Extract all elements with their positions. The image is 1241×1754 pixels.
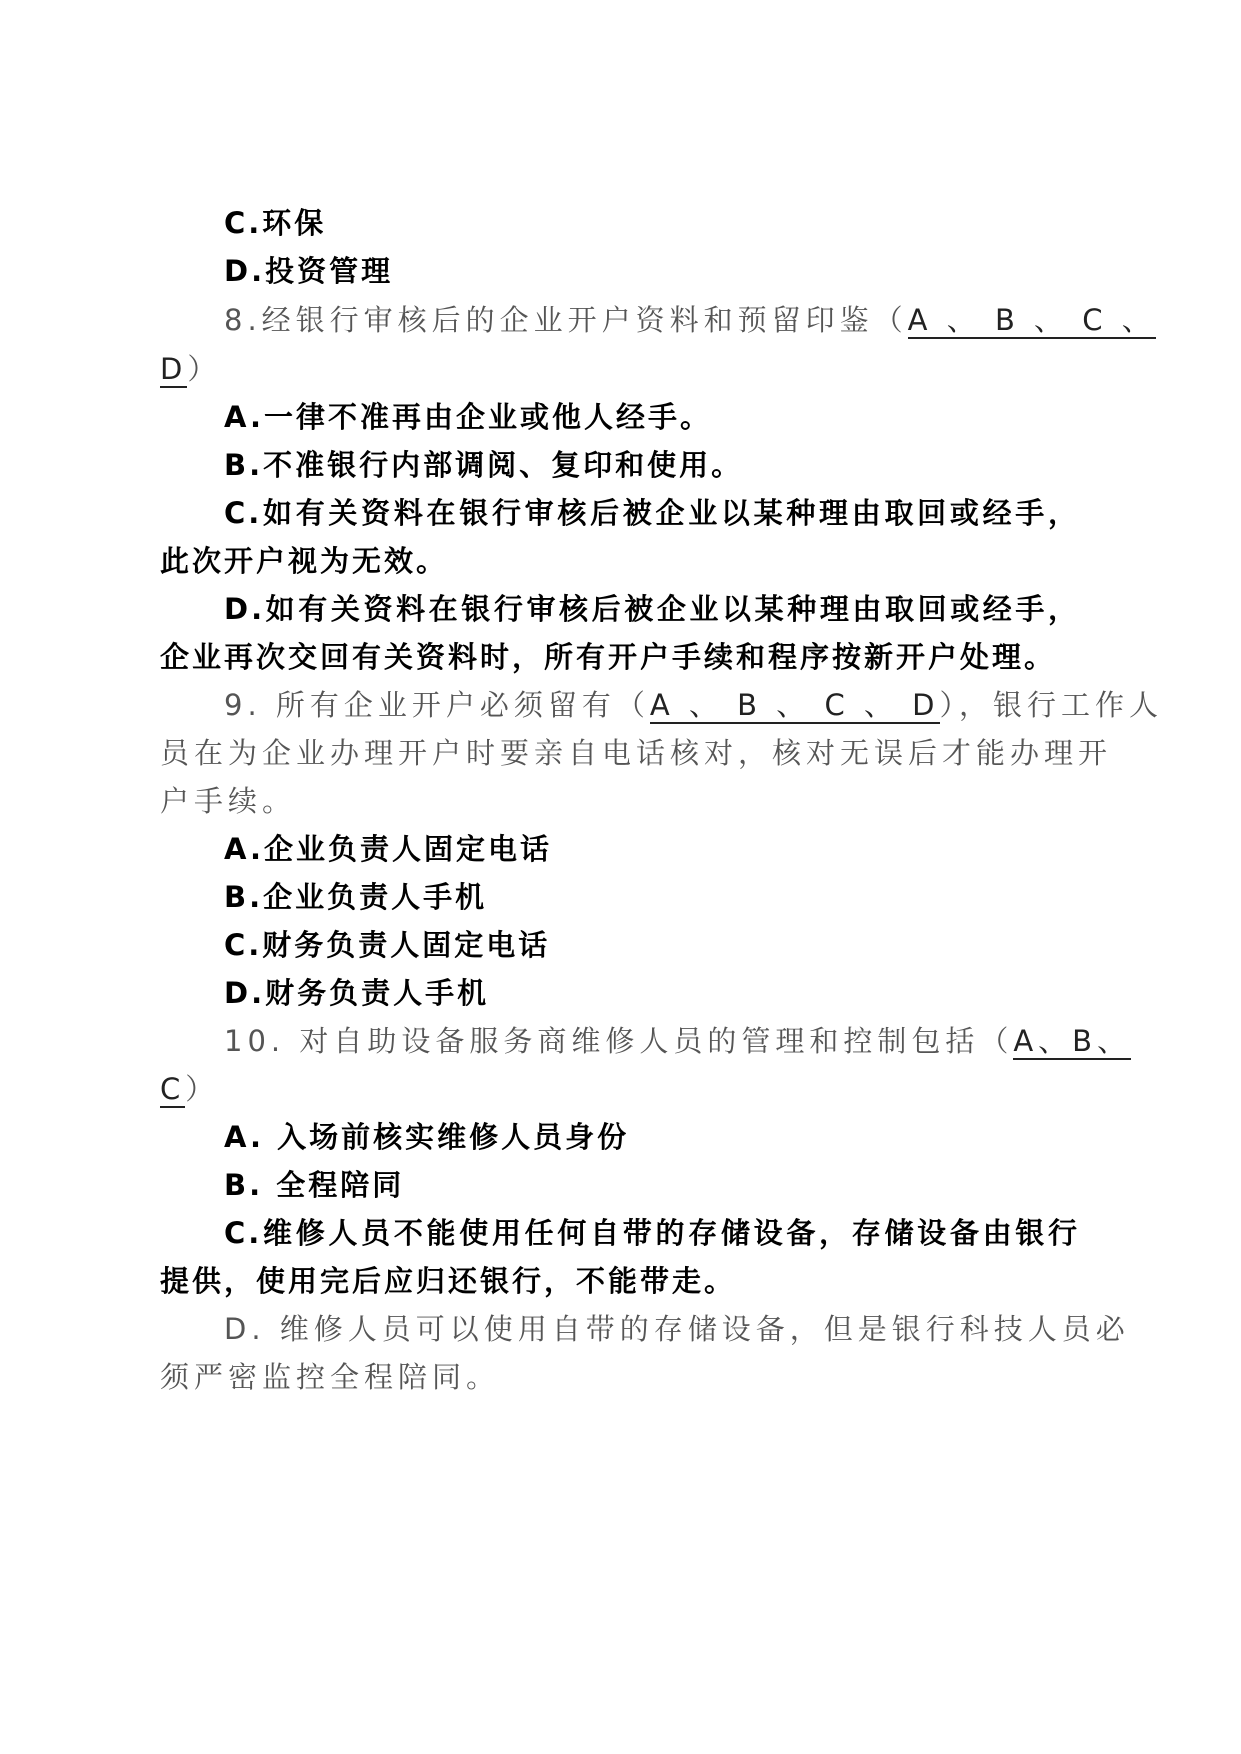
question-9-stem-cont: ），银行工作人 [939, 688, 1164, 722]
question-8-close: ） [187, 352, 222, 386]
question-9-option-b: B.企业负责人手机 [224, 880, 488, 914]
question-9-option-c: C.财务负责人固定电话 [224, 928, 551, 962]
question-9-line-1 [224, 685, 1164, 725]
question-10-option-a: A. 入场前核实维修人员身份 [224, 1120, 630, 1154]
question-9-option-a: A.企业负责人固定电话 [224, 832, 552, 866]
question-9-option-d: D.财务负责人手机 [224, 976, 490, 1010]
question-8-option-c-line-2: 此次开户视为无效。 [160, 544, 449, 578]
question-8-option-a: A.一律不准再由企业或他人经手。 [224, 400, 712, 434]
option-c-environmental: C.环保 [224, 206, 327, 240]
question-10-close: ） [185, 1072, 220, 1106]
question-8-option-d-line-2: 企业再次交回有关资料时，所有开户手续和程序按新开户处理。 [160, 640, 1057, 674]
question-8-line-1 [224, 300, 1156, 340]
question-10-option-b: B. 全程陪同 [224, 1168, 405, 1202]
question-9-stem: 9. 所有企业开户必须留有（ [224, 688, 650, 722]
question-10-answer-cont: C [160, 1072, 186, 1106]
question-9-answer: A 、 B 、 C 、 D [649, 688, 940, 722]
question-10-option-c-line-1: C.维修人员不能使用任何自带的存储设备，存储设备由银行 [224, 1216, 1080, 1250]
question-8-option-c-line-1: C.如有关资料在银行审核后被企业以某种理由取回或经手， [224, 496, 1080, 530]
question-9-line-3: 户手续。 [160, 784, 297, 818]
question-8-line-2 [160, 349, 1080, 389]
question-10-option-c-line-2: 提供，使用完后应归还银行，不能带走。 [160, 1264, 737, 1298]
question-10-answer: A、B、 [1013, 1024, 1132, 1058]
question-10-option-d-line-1: D. 维修人员可以使用自带的存储设备，但是银行科技人员必 [224, 1312, 1130, 1346]
question-10-line-1 [224, 1021, 1132, 1061]
question-9-line-2: 员在为企业办理开户时要亲自电话核对，核对无误后才能办理开 [160, 736, 1113, 770]
question-10-option-d-line-2: 须严密监控全程陪同。 [160, 1360, 501, 1394]
question-10-stem: 10. 对自助设备服务商维修人员的管理和控制包括（ [224, 1024, 1014, 1058]
question-8-option-d-line-1: D.如有关资料在银行审核后被企业以某种理由取回或经手， [224, 592, 1080, 626]
option-d-investment: D.投资管理 [224, 254, 394, 288]
question-8-answer: A 、 B 、 C 、 [907, 303, 1156, 337]
question-10-line-2 [160, 1069, 1080, 1109]
question-8-stem: 8.经银行审核后的企业开户资料和预留印鉴（ [224, 303, 908, 337]
question-8-answer-cont: D [160, 352, 188, 386]
question-8-option-b: B.不准银行内部调阅、复印和使用。 [224, 448, 744, 482]
